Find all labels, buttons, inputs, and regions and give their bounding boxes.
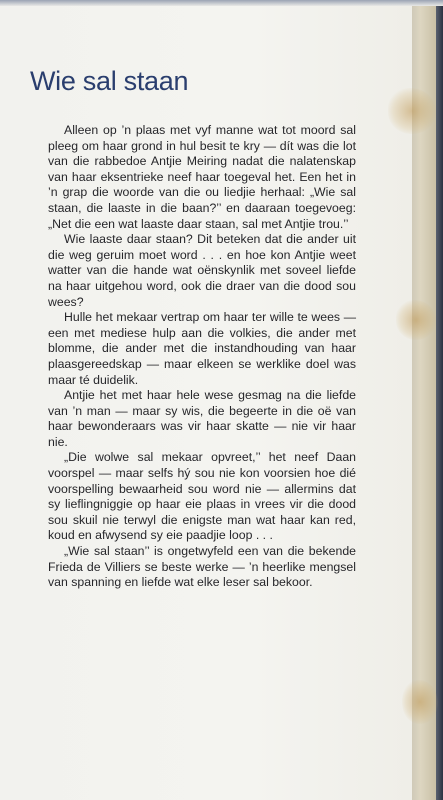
cover-edge <box>436 0 443 800</box>
age-stain <box>402 680 438 724</box>
blurb-paragraph: Antjie het met haar hele wese gesmag na die liefde van ’n man — maar sy wis, die begeerte in die oë van haar bewonderaars was vir haar skatte — nie vir haar nie. <box>48 388 356 449</box>
age-stain <box>396 300 436 340</box>
book-title: Wie sal staan <box>30 66 189 96</box>
age-stain <box>388 88 436 134</box>
blurb-paragraph: „Die wolwe sal mekaar opvreet,’’ het neef Daan voorspel — maar selfs hý sou nie kon voorsien hoe dié voorspelling bewaarheid sou word nie — allermins dat sy lieflingniggie op haar eie plaas in vrees vir die dood sou skuil nie terwyl die enigste man wat haar kan red, koud en afwysend sy eie paadjie loop . . . <box>48 450 356 543</box>
blurb-paragraph: Hulle het mekaar vertrap om haar ter wille te wees — een met mediese hulp aan die volkies, die ander met blomme, die ander met die instandhouding van haar plaasgereedskap — maar elkeen se werklike doel was maar té duidelik. <box>48 310 356 387</box>
blurb-paragraph: Alleen op ’n plaas met vyf manne wat tot moord sal pleeg om haar grond in hul besit te kry — dít was die lot van die rabbedoe Antjie Meiring nadat die nalatenskap van haar eksentrieke neef haar toegeval het. Een het in ’n grap die woorde van die ou liedjie herhaal: „Wie sal staan, die laaste in die baan?’’ en daaraan toegevoeg: „Net die een wat laaste daar staan, sal met Antjie trou.’’ <box>48 123 356 231</box>
blurb-text <box>48 123 356 591</box>
blurb-paragraph: „Wie sal staan’’ is ongetwyfeld een van die bekende Frieda de Villiers se beste werke — ’n heerlike mengsel van spanning en liefde wat elke leser sal bekoor. <box>48 544 356 590</box>
blurb-paragraph: Wie laaste daar staan? Dit beteken dat die ander uit die weg geruim moet word . . . en hoe kon Antjie weet watter van die hande wat oënskynlik met soveel liefde na haar uitgehou word, ook die draer van die dood sou wees? <box>48 232 356 309</box>
top-edge <box>0 0 443 6</box>
